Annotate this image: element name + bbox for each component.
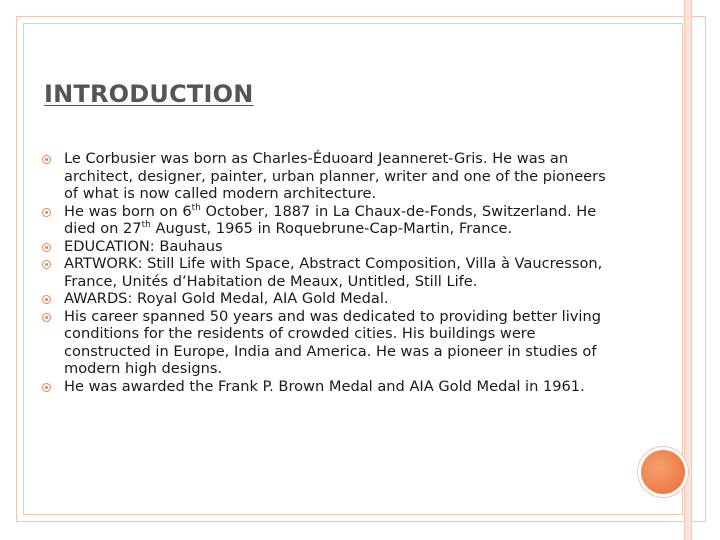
- bullet-text: ARTWORK: Still Life with Space, Abstract Composition, Villa à Vaucresson, France, Unités d’Habitation de Meaux, Untitled, Still Life.: [64, 255, 603, 290]
- bullet-item: [42, 150, 622, 203]
- bullet-circle-icon: [42, 383, 51, 392]
- bullet-circle-icon: [42, 313, 51, 322]
- bullet-circle-icon: [42, 295, 51, 304]
- bullet-text: Le Corbusier was born as Charles-Éduoard Jeanneret-Gris. He was an architect, designer, painter, urban planner, writer and one of the pioneers of what is now called modern architecture.: [64, 150, 606, 202]
- bullet-item: [42, 238, 622, 256]
- bullet-circle-icon: [42, 155, 51, 164]
- bullet-text: He was awarded the Frank P. Brown Medal and AIA Gold Medal in 1961.: [64, 377, 585, 395]
- bullet-circle-icon: [42, 208, 51, 217]
- bullet-list: [42, 150, 622, 395]
- bullet-circle-icon: [42, 260, 51, 269]
- orange-circle-decoration: [641, 450, 685, 494]
- bullet-superscript: th: [191, 202, 201, 213]
- bullet-item: [42, 203, 622, 238]
- bullet-text: October, 1887 in La Chaux-de-Fonds, Switzerland. He died on 27: [64, 202, 597, 237]
- bullet-text: August, 1965 in Roquebrune-Cap-Martin, France.: [150, 220, 513, 237]
- bullet-superscript: th: [141, 220, 151, 231]
- slide-title: INTRODUCTION: [44, 80, 254, 108]
- bullet-text: His career spanned 50 years and was dedicated to providing better living conditions for the residents of crowded cities. His buildings were constructed in Europe, India and America. He was a pioneer in studies of modern high designs.: [64, 307, 601, 377]
- bullet-item: [42, 290, 622, 308]
- bullet-item: [42, 255, 622, 290]
- bullet-text: EDUCATION: Bauhaus: [64, 237, 223, 255]
- bullet-text: AWARDS: Royal Gold Medal, AIA Gold Medal.: [64, 290, 389, 307]
- bullet-text: He was born on 6: [64, 202, 192, 220]
- slide-side-band: [684, 0, 692, 540]
- bullet-item: [42, 308, 622, 378]
- bullet-item: [42, 378, 622, 396]
- bullet-circle-icon: [42, 243, 51, 252]
